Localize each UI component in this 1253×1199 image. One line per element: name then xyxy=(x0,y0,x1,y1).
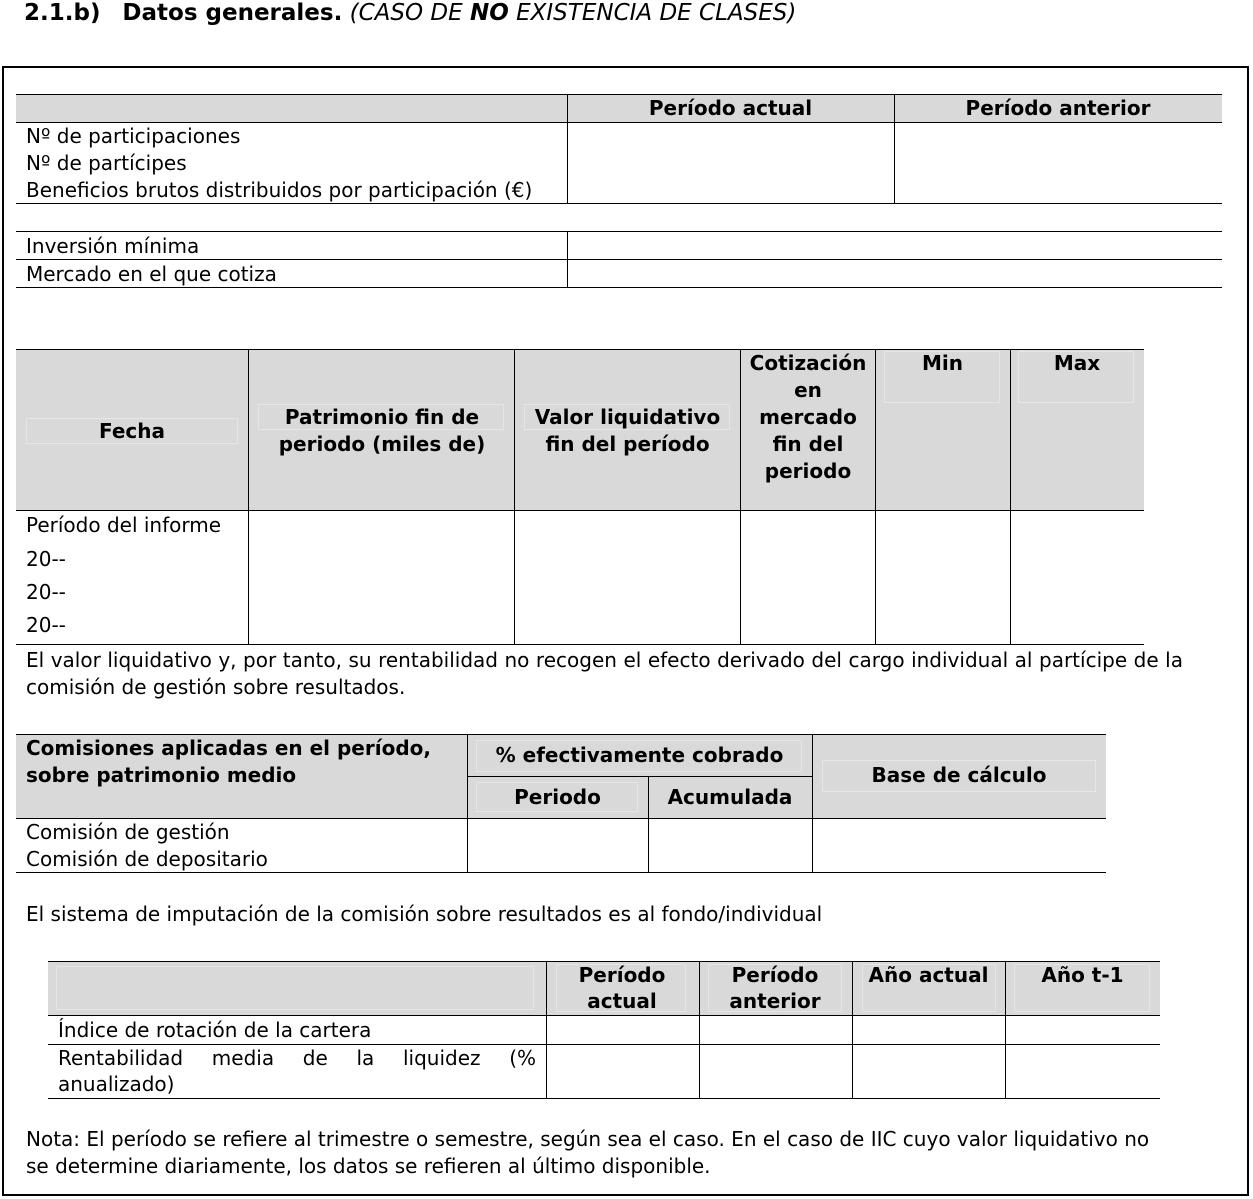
row-label: Comisión de depositario xyxy=(26,847,268,871)
row-label: Inversión mínima xyxy=(26,234,200,258)
section-number: 2.1.b) xyxy=(24,0,101,26)
col-comisiones: Comisiones aplicadas en el período, sobre patrimonio medio xyxy=(26,736,431,787)
note-sistema-imputacion: El sistema de imputación de la comisión sobre resultados es al fondo/individual xyxy=(26,902,823,926)
footnote: Nota: El período se refiere al trimestre o semestre, según sea el caso. En el caso de IIC cuyo valor liquidativo no se determine diariamente, los datos se refieren al último disponible. xyxy=(26,1127,1150,1178)
col-patrimonio: Patrimonio fin de periodo (miles de) xyxy=(278,405,486,456)
note-valor-liquidativo: El valor liquidativo y, por tanto, su rentabilidad no recogen el efecto derivado del cargo individual al partícipe de la comisión de gestión sobre resultados. xyxy=(26,648,1183,699)
section-title: Datos generales. xyxy=(122,0,343,26)
col-efectivamente-cobrado: % efectivamente cobrado xyxy=(495,743,784,767)
row-label: Comisión de gestión xyxy=(26,820,230,844)
row-label: Beneficios brutos distribuidos por participación (€) xyxy=(26,178,533,202)
col-ano-t1: Año t-1 xyxy=(1041,963,1124,987)
col-ano-actual: Año actual xyxy=(868,963,989,987)
col-periodo-anterior: Período anterior xyxy=(965,96,1151,120)
section-heading xyxy=(24,0,796,26)
col-acumulada: Acumulada xyxy=(667,785,793,809)
row-label: 20-- xyxy=(26,547,66,571)
row-label: 20-- xyxy=(26,613,66,637)
col-periodo-anterior: Período anterior xyxy=(729,963,821,1013)
col-periodo: Periodo xyxy=(514,785,601,809)
col-valor-liquidativo: Valor liquidativo fin del período xyxy=(534,405,721,456)
row-label: Rentabilidad media de la liquidez (% anualizado) xyxy=(58,1046,536,1096)
section-note: (CASO DE NO EXISTENCIA DE CLASES) xyxy=(349,0,797,26)
col-periodo-actual: Período actual xyxy=(578,963,666,1013)
col-min: Min xyxy=(922,351,963,375)
row-label: Nº de participaciones xyxy=(26,124,241,148)
row-label: Período del informe xyxy=(26,513,222,537)
col-periodo-actual: Período actual xyxy=(648,96,813,120)
row-label: Índice de rotación de la cartera xyxy=(58,1018,372,1042)
row-label: 20-- xyxy=(26,580,66,604)
col-cotizacion: Cotización en mercado fin del periodo xyxy=(749,351,867,483)
col-max: Max xyxy=(1053,351,1101,375)
row-label: Mercado en el que cotiza xyxy=(26,262,277,286)
col-base-calculo: Base de cálculo xyxy=(871,763,1047,787)
col-fecha: Fecha xyxy=(98,419,165,443)
row-label: Nº de partícipes xyxy=(26,151,187,175)
